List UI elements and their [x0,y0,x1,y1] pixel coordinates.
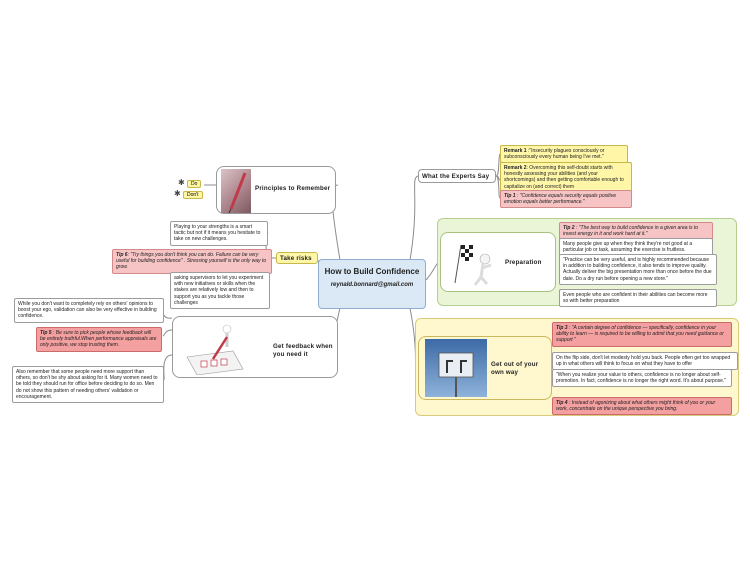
star-icon: ✱ [178,178,185,187]
topic-experts-label: What the Experts Say [422,173,490,180]
remark-1-title: Remark 1 [504,148,527,154]
topic-take-risks[interactable] [276,252,318,264]
note-strengths: Playing to your strengths is a smart tactic but not if it means you hesitate to take on new challenges. [170,221,268,246]
note-modesty: On the flip side, don't let modesty hold you back. People often get too wrapped up in what others will think to focus on what they have to offer [552,352,738,370]
topic-preparation[interactable] [440,232,556,292]
tip-4-title: Tip 4 [556,400,568,406]
tip-2-title: Tip 2 [563,225,575,231]
central-topic[interactable] [318,259,426,309]
tip-1-title: Tip 1 [504,193,516,199]
tip-4-text: : Instead of agonizing about what others might think of you or your work, concentrate on the unique perspective you bring. [556,400,716,413]
tip-6-title: Tip 6 [116,252,128,258]
star-icon: ✱ [174,189,181,198]
topic-preparation-label: Preparation [505,259,542,266]
topic-principles-label: Principles to Remember [255,185,331,192]
tip-1-text: : "Confidence equals security equals positive emotion equals better performance." [504,193,617,206]
pen-image [221,169,251,213]
tip-2-text: : "The best way to build confidence in a given area is to invest energy in it and work hard at it." [563,225,699,238]
note-value: "When you realize your value to others, confidence is no longer about self-promotion. In fact, confidence is no longer the right word. It's about purpose." [552,369,732,387]
note-supervisors: asking supervisors to let you experiment with new initiatives or skills when the stakes are relatively low and then to support you as you tackle those challenges [170,272,270,309]
tip-6 [112,249,272,274]
topic-take-risks-label: Take risks [280,255,312,262]
dont-tag[interactable]: Don't [183,191,203,199]
checklist-image [183,321,245,375]
tip-5 [36,327,162,352]
tip-5-title: Tip 5 [40,330,52,336]
tip-4 [552,397,732,415]
note-even-confident: Even people who are confident in their abilities can become more so with better preparation [559,289,717,307]
note-give-up: Many people give up when they think they're not good at a particular job or task, assuming the exercise is fruitless. [559,238,713,256]
remark-2-text: : Overcoming this self-doubt starts with honestly assessing your abilities (and your shortcomings) and then getting comfortable enough to capitalize on (and correct) them [504,165,624,190]
note-practice: "Practice can be very useful, and is highly recommended because in addition to building confidence, it also tends to improve quality. Actually deliver the big presentation more than once before the due date. Do a dry run before opening a new store." [559,254,717,285]
tip-3 [552,322,732,347]
race-image [447,237,499,289]
topic-get-out[interactable] [418,336,552,400]
note-support: Also remember that some people need more support than others, so don't be shy about asking for it. Many women need to be told they should run for office before deciding to do so. Men do not show this pattern of needing others' validation or encouragement. [12,366,164,403]
tip-5-text: : Be sure to pick people whose feedback will be entirely truthful.When performance appraisals are only positive, we stop trusting them. [40,330,157,349]
tip-3-title: Tip 3 [556,325,568,331]
note-validation: While you don't want to completely rely on others' opinions to boost your ego, validation can also be very effective in building confidence. [14,298,164,323]
tip-1 [500,190,632,208]
topic-principles[interactable] [216,166,336,214]
remark-1-text: :"Insecurity plagues consciously or subconsciously every human being I've met." [504,148,605,161]
pen-icon [221,169,251,213]
author-email: reynald.bonnard@gmail.com [330,282,414,288]
checkered-flag-icon [447,237,499,289]
road-sign-icon [425,339,487,397]
tip-3-text: : "A certain degree of confidence — specifically, confidence in your ability to learn — is required to be willing to admit that you need guidance or support " [556,325,724,344]
tip-6-text: : "Try things you don't think you can do. Failure can be very useful for building confidence" . Stressing yourself is the only way to grow. [116,252,267,271]
checklist-icon [183,321,245,375]
remark-2-title: Remark 2 [504,165,527,171]
remark-1 [500,145,628,163]
topic-feedback-label: Get feedback when you need it [273,343,333,358]
road-sign-image [425,339,487,397]
topic-feedback[interactable] [172,316,338,378]
topic-experts[interactable] [418,169,496,183]
topic-get-out-label: Get out of your own way [491,361,539,376]
remark-2 [500,162,632,193]
do-tag[interactable]: Do [187,180,201,188]
central-topic-title: How to Build Confidence [324,267,420,276]
